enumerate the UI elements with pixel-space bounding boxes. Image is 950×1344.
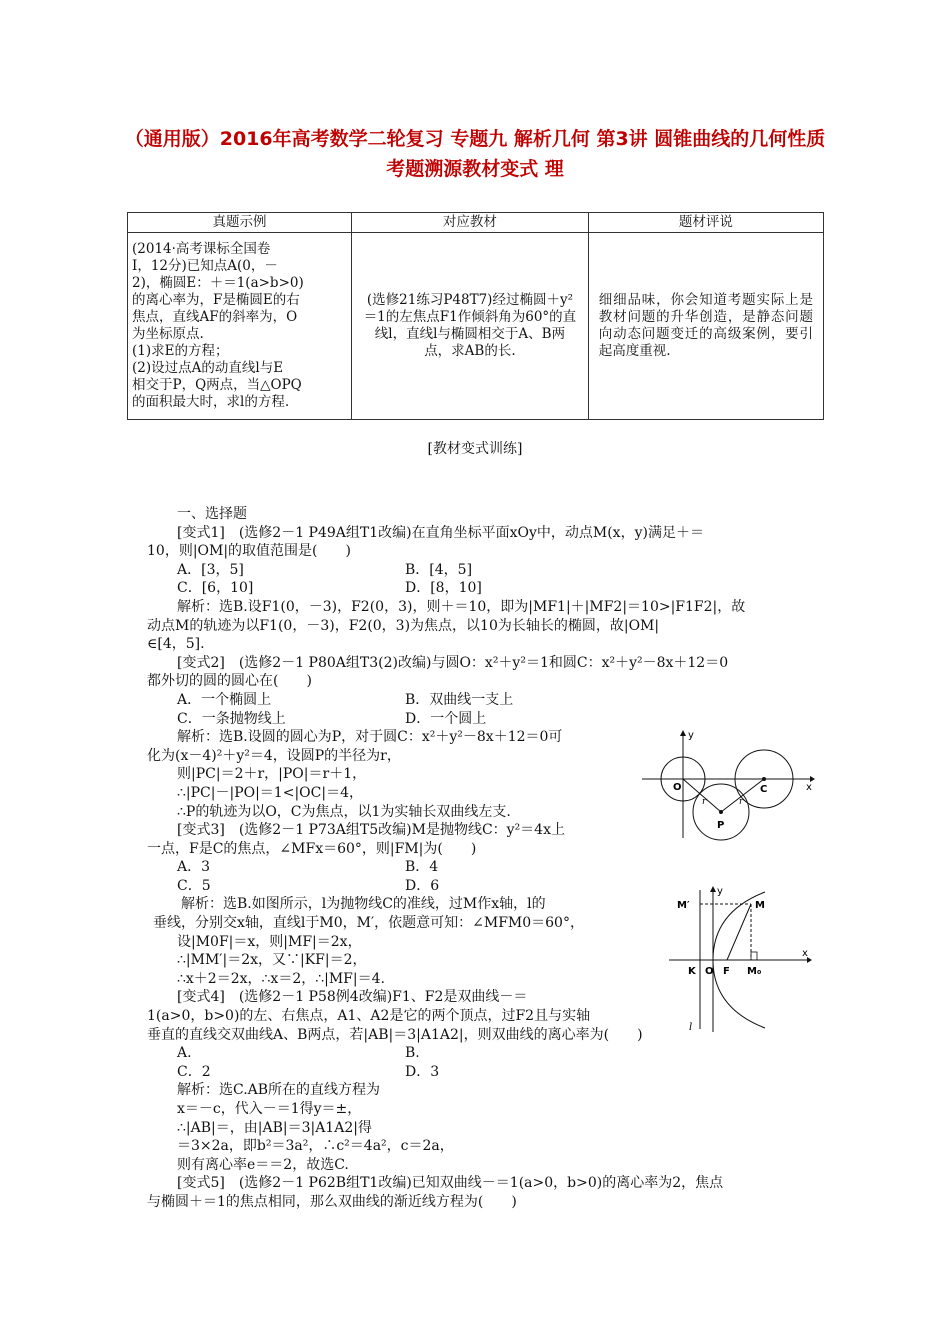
y-axis-arrow xyxy=(680,730,686,736)
comparison-table xyxy=(127,212,824,420)
text-line: [变式5] (选修2－1 P62B组T1改编)已知双曲线－＝1(a>0，b>0)的离心率为2，焦点 xyxy=(177,1175,724,1192)
cell-line: 的离心率为，F是椭圆E的右 xyxy=(132,292,300,308)
cell-line: 相交于P，Q两点，当△OPQ xyxy=(132,377,302,393)
text-line: [变式4] (选修2－1 P58例4改编)F1、F2是双曲线－＝ xyxy=(177,989,528,1006)
text-line: [变式2] (选修2－1 P80A组T3(2)改编)与圆O：x²＋y²＝1和圆C：x²＋y²－8x＋12＝0 xyxy=(177,654,729,671)
option: A．3 xyxy=(177,859,211,876)
text-line: 则有离心率e＝＝2，故选C. xyxy=(177,1156,349,1173)
option: C．5 xyxy=(177,877,211,894)
option: D．[8，10] xyxy=(405,580,482,597)
text-line: 化为(x－4)²＋y²＝4，设圆P的半径为r， xyxy=(147,747,401,764)
option-row xyxy=(177,1044,809,1063)
cell-line: 为坐标原点. xyxy=(132,326,204,342)
label-o: O xyxy=(673,782,682,793)
page-title: （通用版）2016年高考数学二轮复习 专题九 解析几何 第3讲 圆锥曲线的几何性质考题溯源教材变式 理 xyxy=(124,128,826,180)
label-y: y xyxy=(688,730,694,741)
label-l: l xyxy=(689,1022,693,1033)
option-row xyxy=(177,1063,809,1082)
table-header: 对应教材 xyxy=(352,213,589,233)
text-line: 解析：选B.设F1(0，－3)，F2(0，3)，则＋＝10，即为|MF1|＋|MF2|＝10>|F1F2|，故 xyxy=(177,598,746,615)
table-header: 真题示例 xyxy=(128,213,352,233)
label-r: r xyxy=(739,797,744,807)
label-x: x xyxy=(802,948,808,959)
text-line: 1(a>0，b>0)的左、右焦点，A1、A2是它的两个顶点，过F2且与实轴 xyxy=(147,1008,591,1025)
label-m: M xyxy=(755,900,765,911)
segment-po xyxy=(683,779,721,812)
option: B．[4，5] xyxy=(405,561,473,578)
point-p xyxy=(719,810,723,814)
point-c xyxy=(762,777,766,781)
option: C．[6，10] xyxy=(177,580,254,597)
exercise-body xyxy=(147,505,809,1212)
label-k: K xyxy=(688,966,696,977)
option: B. xyxy=(405,1045,420,1062)
option-row xyxy=(177,858,809,877)
text-line: ∴|MM′|＝2x，又∵|KF|＝2， xyxy=(177,952,367,969)
text-line: ∴|AB|＝，由|AB|＝3|A1A2|得 xyxy=(177,1119,372,1136)
table-header: 题材评说 xyxy=(588,213,823,233)
label-c: C xyxy=(760,784,768,795)
option-row xyxy=(177,710,809,729)
option: C．2 xyxy=(177,1063,211,1080)
option: C．一条抛物线上 xyxy=(177,710,286,727)
text-line: 设|M0F|＝x，则|MF|＝2x， xyxy=(177,933,362,950)
parabola-figure xyxy=(667,884,815,1034)
y-axis-arrow xyxy=(710,886,716,892)
option: A．[3，5] xyxy=(177,561,244,578)
text-line: ∈[4，5]. xyxy=(147,636,205,653)
text-line: 与椭圆＋＝1的焦点相同，那么双曲线的渐近线方程为( ) xyxy=(147,1193,517,1210)
cell-line: 2)，椭圆E：＋＝1(a>b>0) xyxy=(132,275,304,291)
label-p: P xyxy=(717,820,725,831)
cell-line: (2)设过点A的动直线l与E xyxy=(132,360,284,376)
cell-line: 的面积最大时，求l的方程. xyxy=(132,394,290,410)
text-line: ∴x＋2＝2x，∴x＝2，∴|MF|＝4. xyxy=(177,970,385,987)
table-cell-exam-question xyxy=(128,233,352,420)
text-line: 则|PC|＝2＋r，|PO|＝r＋1， xyxy=(177,766,367,783)
text-line: [变式3] (选修2－1 P73A组T5改编)M是抛物线C：y²＝4x上 xyxy=(177,822,565,839)
label-m-prime: M′ xyxy=(677,900,690,911)
option-row xyxy=(177,579,809,598)
option: B．双曲线一支上 xyxy=(405,691,514,708)
option: B．4 xyxy=(405,859,439,876)
label-f: F xyxy=(723,966,730,977)
table-cell-textbook: (选修21练习P48T7)经过椭圆＋y²＝1的左焦点F1作倾斜角为60°的直线l，直线l与椭圆相交于A、B两点，求AB的长. xyxy=(352,233,589,420)
text-line: 解析：选C.AB所在的直线方程为 xyxy=(177,1082,381,1099)
option: D．一个圆上 xyxy=(405,710,487,727)
option: A. xyxy=(177,1045,192,1062)
label-y: y xyxy=(717,886,723,897)
option: A．一个椭圆上 xyxy=(177,691,272,708)
label-r: r xyxy=(702,797,707,807)
option-row xyxy=(177,561,809,580)
right-angle-mark xyxy=(751,952,757,960)
text-line: ∴|PC|－|PO|＝1<|OC|＝4， xyxy=(177,784,363,801)
text-line: 垂直的直线交双曲线A、B两点，若|AB|＝3|A1A2|，则双曲线的离心率为( ) xyxy=(147,1026,643,1043)
option: D．3 xyxy=(405,1063,440,1080)
label-x: x xyxy=(806,782,812,793)
section-subtitle: [教材变式训练] xyxy=(427,441,523,457)
text-line: [变式1] (选修2－1 P49A组T1改编)在直角坐标平面xOy中，动点M(x，y)满足＋＝ xyxy=(177,524,704,541)
text-line: 一、选择题 xyxy=(177,506,247,522)
text-line: 垂线，分别交x轴，直线l于M0，M′，依题意可知：∠MFM0＝60°， xyxy=(153,915,584,932)
cell-line: (1)求E的方程； xyxy=(132,343,229,359)
text-line: 一点，F是C的焦点，∠MFx＝60°，则|FM|为( ) xyxy=(147,840,477,857)
text-line: ＝3×2a，即b²＝3a²，∴c²＝4a²，c＝2a， xyxy=(177,1138,454,1155)
option: D．6 xyxy=(405,877,440,894)
label-m0: M₀ xyxy=(747,966,762,977)
text-line: ∴P的轨迹为以O，C为焦点，以1为实轴长双曲线左支. xyxy=(177,803,511,820)
circles-figure xyxy=(640,728,815,846)
text-line: 解析：选B.设圆的圆心为P，对于圆C：x²＋y²－8x＋12＝0可 xyxy=(177,729,563,746)
text-line: x＝－c，代入－＝1得y＝±， xyxy=(177,1101,362,1117)
text-line: 解析：选B.如图所示，l为抛物线C的准线，过M作x轴，l的 xyxy=(181,896,546,913)
label-o: O xyxy=(705,966,714,977)
text-line: 都外切的圆的圆心在( ) xyxy=(147,673,312,690)
cell-line: 焦点，直线AF的斜率为，O xyxy=(132,309,298,325)
option-row xyxy=(177,691,809,710)
segment-fm xyxy=(727,904,751,960)
text-line: 动点M的轨迹为以F1(0，－3)，F2(0，3)为焦点，以10为长轴长的椭圆，故|OM| xyxy=(147,617,660,634)
text-line: 10，则|OM|的取值范围是( ) xyxy=(147,543,351,560)
cell-line: Ⅰ，12分)已知点A(0，－ xyxy=(132,258,278,274)
cell-line: (2014·高考课标全国卷 xyxy=(132,241,271,257)
table-cell-comment: 细细品味，你会知道考题实际上是教材问题的升华创造，是静态问题向动态问题变迁的高级案例，要引起高度重视. xyxy=(588,233,823,420)
